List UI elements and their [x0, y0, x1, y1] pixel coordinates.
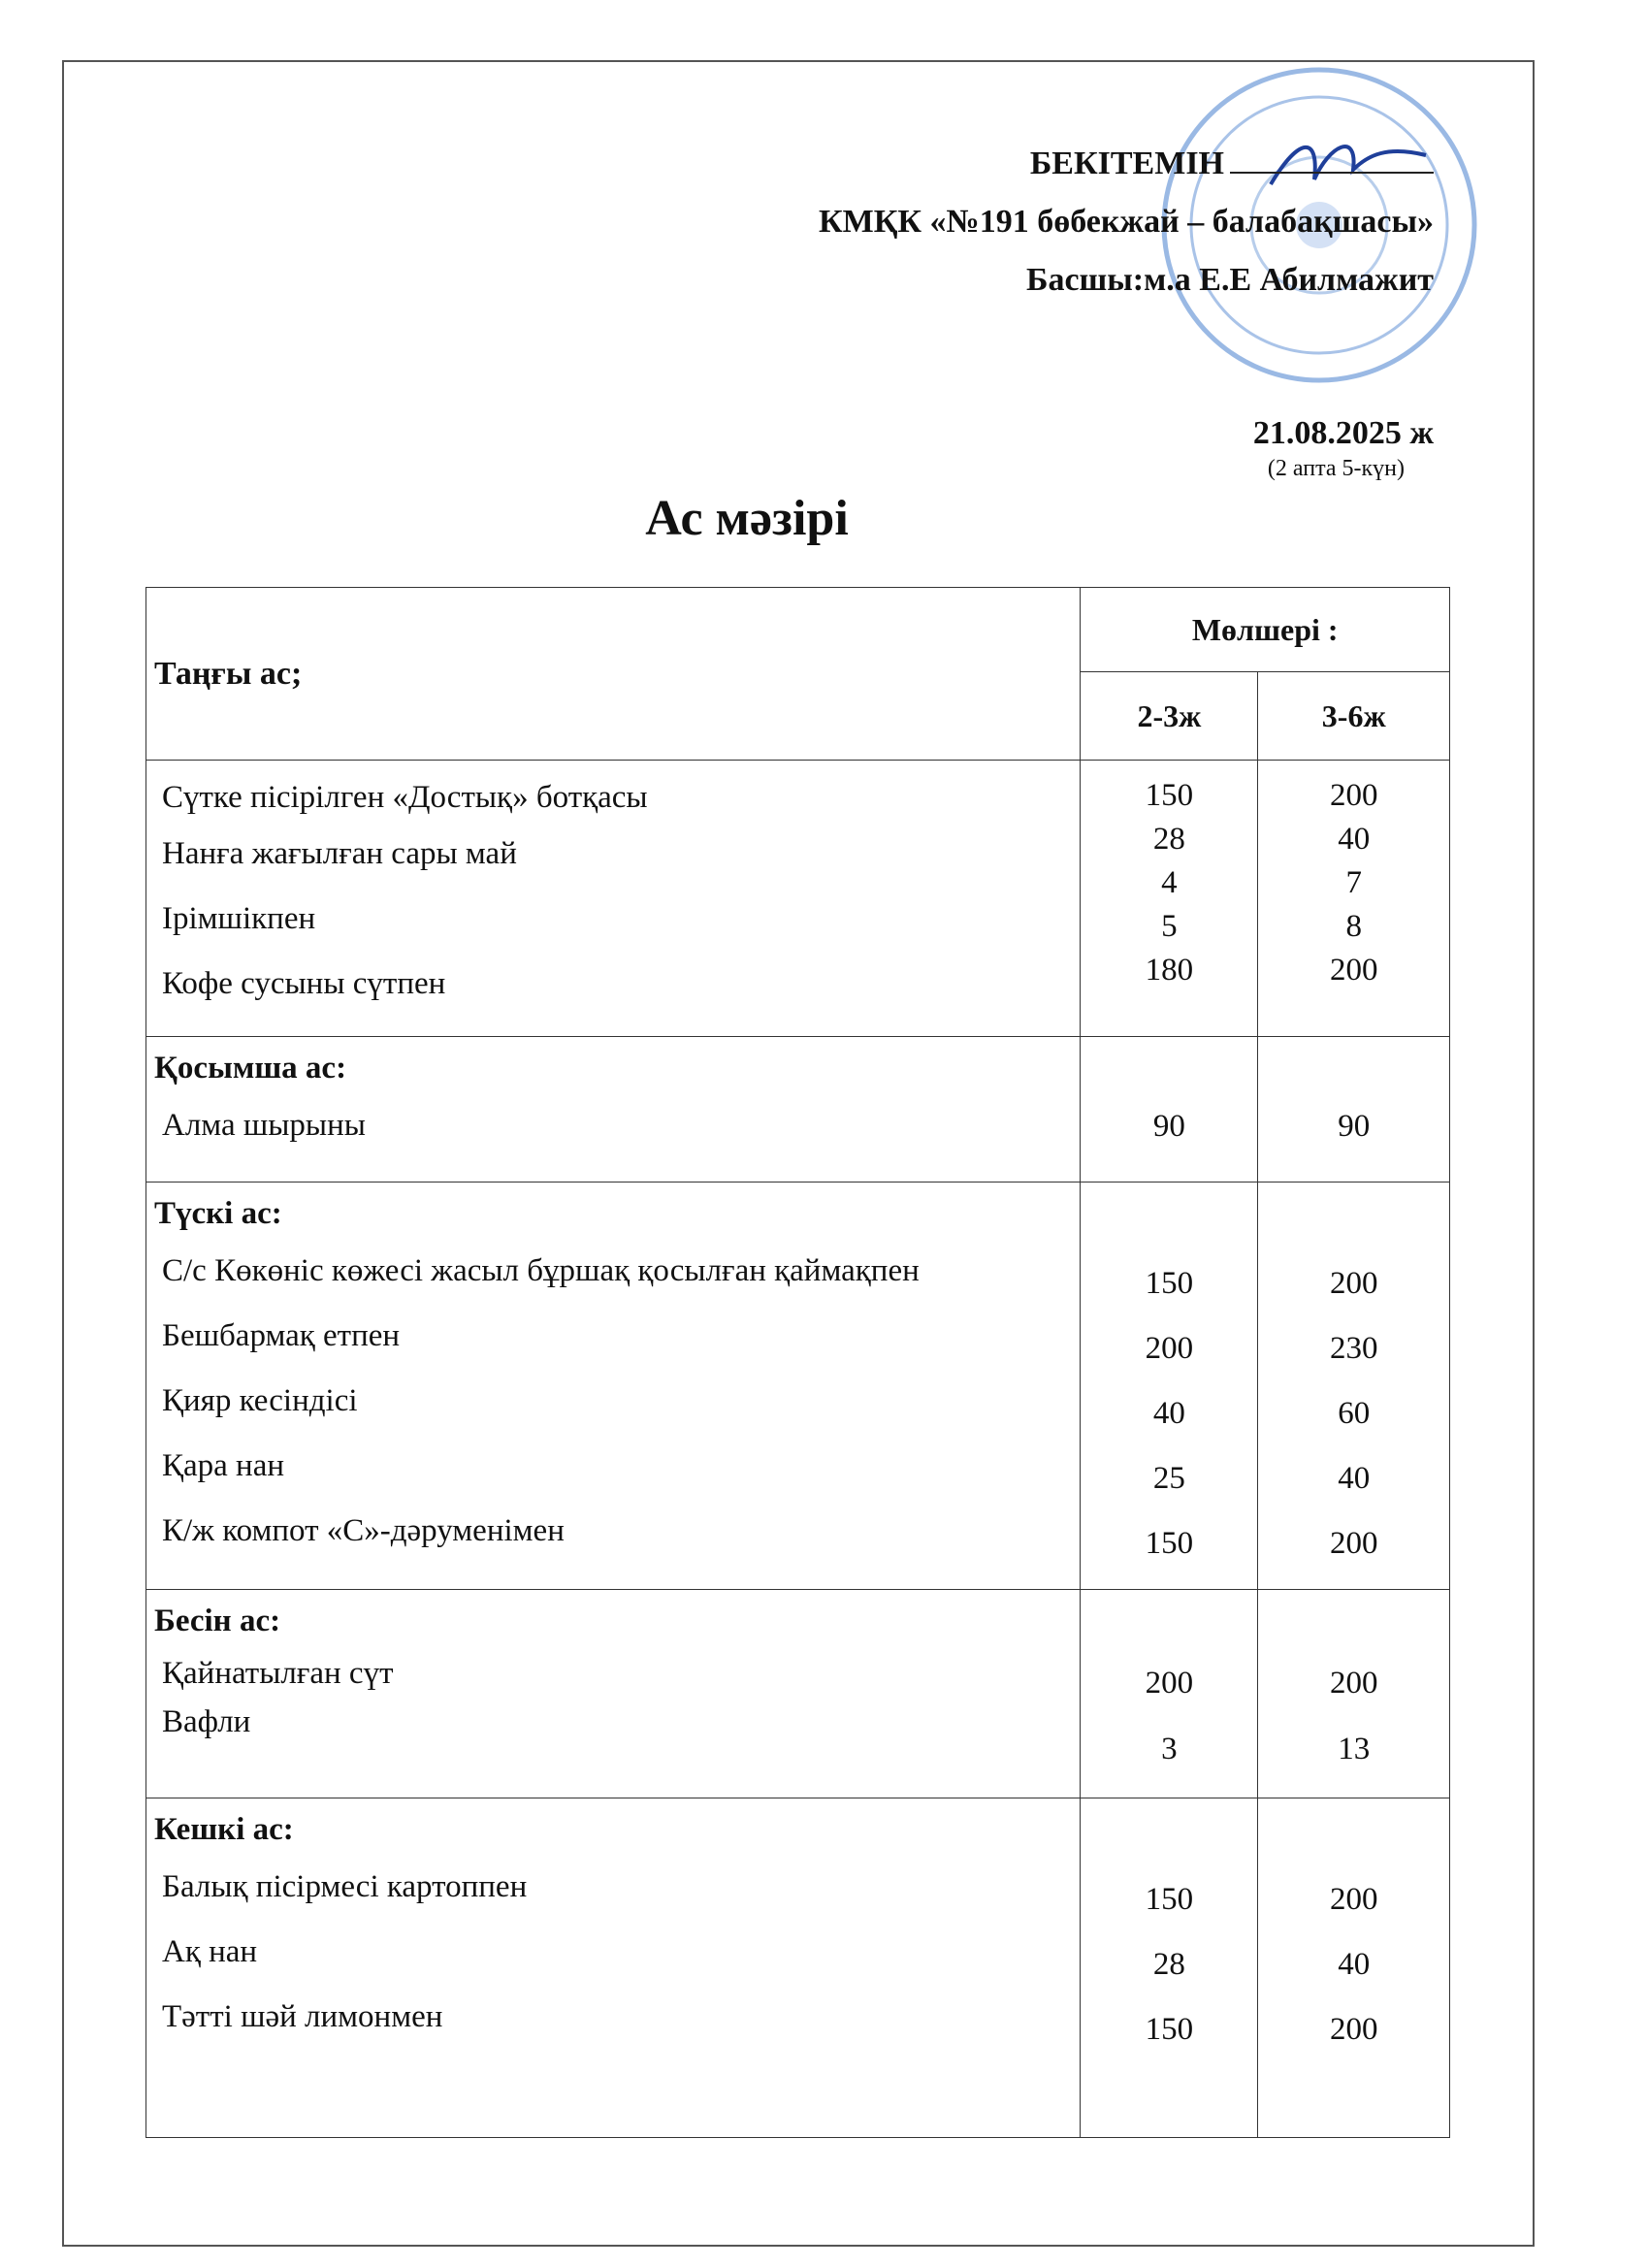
age-group-2-3: 2-3ж	[1081, 672, 1258, 761]
menu-item: Алма шырыны	[162, 1108, 366, 1143]
amount-value: 40	[1338, 822, 1371, 857]
amount-value: 200	[1329, 1526, 1378, 1561]
amount-value: 180	[1145, 953, 1194, 988]
amount-value: 60	[1338, 1396, 1371, 1431]
menu-item: Нанға жағылған сары май	[162, 836, 517, 871]
amount-value: 5	[1161, 909, 1178, 944]
menu-title: Ас мәзірі	[645, 491, 849, 546]
lunch-section	[146, 1183, 1450, 1590]
menu-item: Сүтке пісірілген «Достық» ботқасы	[162, 780, 648, 815]
menu-item: Ірімшікпен	[162, 901, 316, 936]
week-day-label: (2 апта 5-күн)	[1267, 456, 1405, 481]
menu-item: Кофе сусыны сүтпен	[162, 966, 446, 1001]
amount-value: 150	[1145, 1882, 1194, 1917]
section-title: Түскі ас:	[154, 1196, 282, 1231]
amount-value: 230	[1329, 1331, 1378, 1366]
menu-item: Қайнатылған сүт	[162, 1656, 394, 1691]
menu-item: С/с Көкөніс көжесі жасыл бұршақ қосылған қаймақпен	[162, 1253, 920, 1288]
amount-value: 150	[1145, 2012, 1194, 2047]
approval-head: Басшы:м.а Е.Е Абилмажит	[1025, 262, 1434, 298]
amount-value: 3	[1161, 1732, 1178, 1766]
approval-title: БЕКІТЕМІН	[1029, 146, 1224, 181]
menu-table	[146, 587, 1450, 2138]
amount-value: 28	[1152, 1947, 1185, 1982]
amount-value: 28	[1152, 822, 1185, 857]
approval-block	[819, 147, 1434, 322]
menu-item: Бешбармақ етпен	[162, 1318, 401, 1353]
breakfast-header: Таңғы ас;	[146, 588, 1081, 761]
menu-date: 21.08.2025 ж	[1252, 415, 1434, 451]
section-title: Бесін ас:	[154, 1604, 281, 1638]
amount-value: 200	[1329, 953, 1378, 988]
signature-line	[1230, 148, 1434, 174]
age-group-3-6: 3-6ж	[1258, 672, 1450, 761]
amount-value: 90	[1338, 1109, 1371, 1144]
snack-section	[146, 1037, 1450, 1183]
breakfast-section	[146, 761, 1450, 1037]
afternoon-section	[146, 1590, 1450, 1798]
amount-value: 150	[1145, 1266, 1194, 1301]
menu-item: Балық пісірмесі картоппен	[162, 1869, 528, 1904]
amount-value: 200	[1145, 1666, 1194, 1701]
amount-value: 40	[1152, 1396, 1185, 1431]
section-title: Қосымша ас:	[154, 1051, 347, 1085]
amount-value: 200	[1329, 2012, 1378, 2047]
amount-value: 4	[1161, 865, 1178, 900]
amount-value: 200	[1145, 1331, 1194, 1366]
amount-value: 13	[1338, 1732, 1371, 1766]
menu-item: Тәтті шәй лимонмен	[162, 1999, 443, 2034]
approval-org: КМҚК «№191 бөбекжай – балабақшасы»	[819, 204, 1434, 240]
amount-value: 200	[1329, 1266, 1378, 1301]
menu-item: Ақ нан	[162, 1934, 258, 1969]
menu-item: К/ж компот «С»-дәруменімен	[162, 1513, 565, 1548]
menu-item: Қара нан	[162, 1448, 285, 1483]
amount-value: 40	[1338, 1461, 1371, 1496]
amount-value: 200	[1329, 1882, 1378, 1917]
menu-item: Қияр кесіндісі	[162, 1383, 358, 1418]
section-title: Кешкі ас:	[154, 1812, 294, 1847]
amount-value: 200	[1329, 1666, 1378, 1701]
amount-value: 7	[1345, 865, 1362, 900]
amount-value: 40	[1338, 1947, 1371, 1982]
amount-header: Мөлшері :	[1081, 588, 1450, 672]
amount-value: 90	[1152, 1109, 1185, 1144]
dinner-section	[146, 1798, 1450, 2138]
menu-item: Вафли	[162, 1704, 251, 1739]
amount-value: 200	[1329, 778, 1378, 813]
amount-value: 150	[1145, 778, 1194, 813]
amount-value: 25	[1152, 1461, 1185, 1496]
amount-value: 8	[1345, 909, 1362, 944]
amount-value: 150	[1145, 1526, 1194, 1561]
